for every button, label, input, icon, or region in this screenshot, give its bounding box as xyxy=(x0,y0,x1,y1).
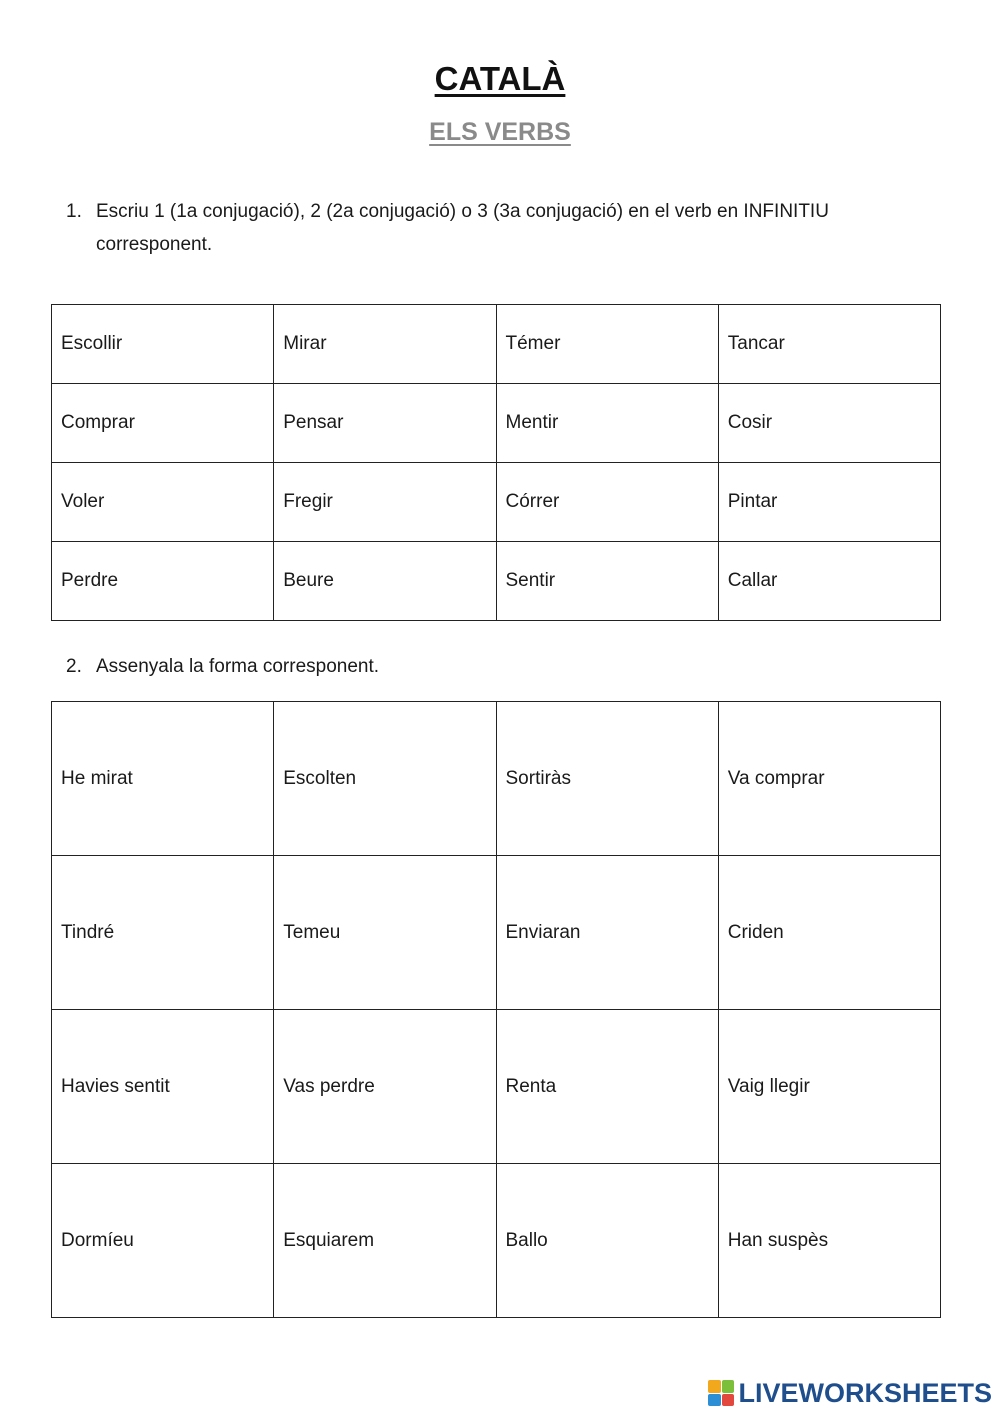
form-cell[interactable]: Ballo xyxy=(496,1164,718,1318)
table-row xyxy=(52,463,941,542)
logo-square xyxy=(708,1394,721,1407)
form-cell[interactable]: Vaig llegir xyxy=(718,1010,940,1164)
logo-square xyxy=(722,1394,735,1407)
table-row xyxy=(52,1164,941,1318)
exercise-1-text: Escriu 1 (1a conjugació), 2 (2a conjugació) o 3 (3a conjugació) en el verb en INFINITIU corresponent. xyxy=(96,201,829,255)
verb-cell[interactable]: Cosir xyxy=(718,384,940,463)
verb-cell[interactable]: Mirar xyxy=(274,305,496,384)
verb-cell[interactable]: Sentir xyxy=(496,542,718,621)
table-row xyxy=(52,305,941,384)
logo-square xyxy=(708,1380,721,1393)
table-row xyxy=(52,1010,941,1164)
logo-square xyxy=(722,1380,735,1393)
form-cell[interactable]: Temeu xyxy=(274,856,496,1010)
form-cell[interactable]: Tindré xyxy=(52,856,274,1010)
table-row xyxy=(52,702,941,856)
verb-cell[interactable]: Témer xyxy=(496,305,718,384)
form-cell[interactable]: Sortiràs xyxy=(496,702,718,856)
form-cell[interactable]: Enviaran xyxy=(496,856,718,1010)
verb-cell[interactable]: Mentir xyxy=(496,384,718,463)
verb-cell[interactable]: Voler xyxy=(52,463,274,542)
form-cell[interactable]: Va comprar xyxy=(718,702,940,856)
verb-cell[interactable]: Tancar xyxy=(718,305,940,384)
exercise-2-text: Assenyala la forma corresponent. xyxy=(96,656,380,677)
verb-cell[interactable]: Fregir xyxy=(274,463,496,542)
form-cell[interactable]: Esquiarem xyxy=(274,1164,496,1318)
verb-cell[interactable]: Comprar xyxy=(52,384,274,463)
form-cell[interactable]: Dormíeu xyxy=(52,1164,274,1318)
form-cell[interactable]: Vas perdre xyxy=(274,1010,496,1164)
verb-cell[interactable]: Beure xyxy=(274,542,496,621)
exercise-1-verb-table xyxy=(51,304,941,621)
verb-cell[interactable]: Córrer xyxy=(496,463,718,542)
liveworksheets-logo xyxy=(708,1376,992,1410)
form-cell[interactable]: Han suspès xyxy=(718,1164,940,1318)
exercise-1-instruction xyxy=(66,195,926,261)
table-row xyxy=(52,384,941,463)
logo-text: LIVEWORKSHEETS xyxy=(738,1377,992,1408)
verb-cell[interactable]: Pintar xyxy=(718,463,940,542)
liveworksheets-logo-icon xyxy=(708,1380,734,1406)
exercise-2-form-table xyxy=(51,701,941,1318)
exercise-1-number: 1. xyxy=(66,201,82,222)
document-subtitle: ELS VERBS xyxy=(429,118,571,146)
form-cell[interactable]: He mirat xyxy=(52,702,274,856)
table-row xyxy=(52,542,941,621)
form-cell[interactable]: Criden xyxy=(718,856,940,1010)
verb-cell[interactable]: Callar xyxy=(718,542,940,621)
exercise-2-number: 2. xyxy=(66,656,82,677)
form-cell[interactable]: Escolten xyxy=(274,702,496,856)
table-row xyxy=(52,856,941,1010)
verb-cell[interactable]: Pensar xyxy=(274,384,496,463)
verb-cell[interactable]: Perdre xyxy=(52,542,274,621)
verb-cell[interactable]: Escollir xyxy=(52,305,274,384)
form-cell[interactable]: Renta xyxy=(496,1010,718,1164)
document-title: CATALÀ xyxy=(434,60,566,97)
exercise-2-instruction xyxy=(66,650,926,683)
form-cell[interactable]: Havies sentit xyxy=(52,1010,274,1164)
